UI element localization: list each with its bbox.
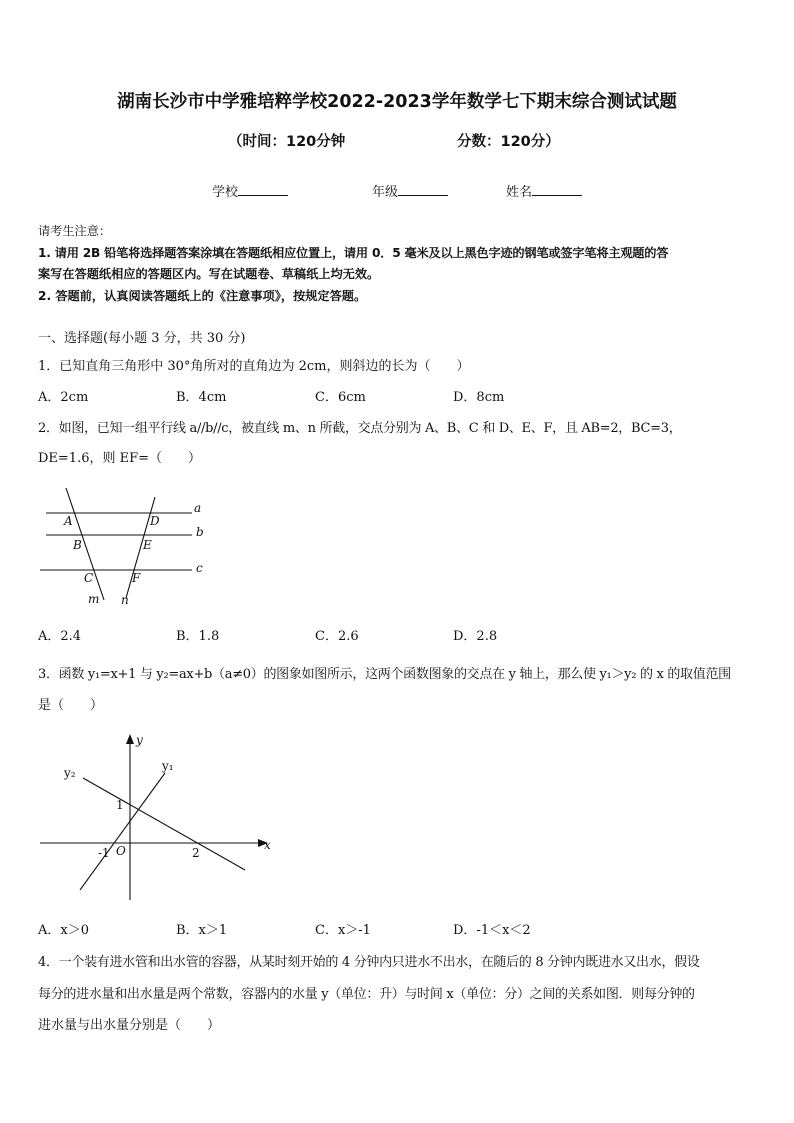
exam-time: （时间：120分钟 [228, 134, 346, 150]
axis-y-label: y [136, 733, 143, 747]
q2-text-line-1: 2．如图，已知一组平行线 a//b//c，被直线 m、n 所截，交点分别为 A、B、C 和 D、E、F，且 AB=2，BC=3， [38, 421, 682, 436]
exam-score: 分数：120分） [457, 134, 560, 150]
notice-line-1b: 案写在答题纸相应的答题区内。写在试题卷、草稿纸上均无效。 [38, 267, 380, 281]
label-D: D [150, 514, 160, 528]
label-y2: y₂ [64, 766, 76, 780]
label-n: n [121, 593, 129, 607]
notice-line-1: 1. 请用 2B 铅笔将选择题答案涂填在答题纸相应位置上，请用 0．5 毫米及以上黑色字迹的钢笔或签字笔将主观题的答 [38, 246, 669, 260]
q2-option-c: C．2.6 [315, 629, 359, 644]
q1-option-b: B．4cm [176, 390, 227, 405]
y-axis-arrow [126, 734, 134, 744]
label-B: B [73, 538, 82, 552]
tick-2: 2 [192, 846, 200, 860]
q2-option-a: A．2.4 [38, 629, 82, 644]
section-heading: 一、选择题(每小题 3 分，共 30 分) [38, 331, 246, 346]
notice-line-2: 2. 答题前，认真阅读答题纸上的《注意事项》，按规定答题。 [38, 289, 367, 303]
q1-option-c: C．6cm [315, 390, 366, 405]
q3-option-b: B．x＞1 [176, 923, 228, 938]
q3-text-line-1: 3．函数 y₁=x+1 与 y₂=ax+b（a≠0）的图象如图所示，这两个函数图象的交点在 y 轴上，那么使 y₁＞y₂ 的 x 的取值范围 [38, 667, 731, 682]
grade-label: 年级 [372, 185, 399, 200]
q3-option-a: A．x＞0 [38, 923, 89, 938]
q4-text-line-2: 每分的进水量和出水量是两个常数，容器内的水量 y（单位：升）与时间 x（单位：分）之间的关系如图．则每分钟的 [38, 987, 695, 1002]
label-A: A [64, 514, 73, 528]
q1-option-d: D．8cm [453, 390, 505, 405]
label-b: b [196, 525, 204, 539]
q1-text: 1．已知直角三角形中 30°角所对的直角边为 2cm，则斜边的长为（ ） [38, 359, 470, 374]
label-c: c [196, 561, 203, 575]
name-label: 姓名 [506, 185, 533, 200]
q2-option-d: D．2.8 [453, 629, 498, 644]
label-E: E [143, 538, 152, 552]
label-C: C [84, 571, 94, 585]
label-m: m [88, 592, 100, 606]
q2-text-line-2: DE=1.6，则 EF=（ ） [38, 451, 202, 466]
school-label: 学校 [212, 185, 239, 200]
q4-text-line-1: 4．一个装有进水管和出水管的容器，从某时刻开始的 4 分钟内只进水不出水，在随后的 8 分钟内既进水又出水，假设 [38, 955, 700, 970]
q3-option-d: D．-1＜x＜2 [453, 923, 531, 938]
q2-option-b: B．1.8 [176, 629, 220, 644]
origin-label: O [116, 844, 126, 858]
label-F: F [132, 571, 141, 585]
label-a: a [194, 501, 202, 515]
q3-option-c: C．x＞-1 [315, 923, 371, 938]
label-y1: y₁ [162, 759, 174, 773]
line-y1 [80, 773, 165, 890]
tick-1: 1 [116, 798, 124, 812]
page-title: 湖南长沙市中学雅培粹学校2022-2023学年数学七下期末综合测试试题 [117, 92, 677, 112]
tick-neg1: -1 [98, 846, 110, 860]
notice-heading: 请考生注意： [38, 224, 112, 238]
q3-text-line-2: 是（ ） [38, 698, 104, 713]
q4-text-line-3: 进水量与出水量分别是（ ） [38, 1018, 221, 1033]
axis-x-label: x [264, 838, 271, 852]
q1-option-a: A．2cm [38, 390, 89, 405]
